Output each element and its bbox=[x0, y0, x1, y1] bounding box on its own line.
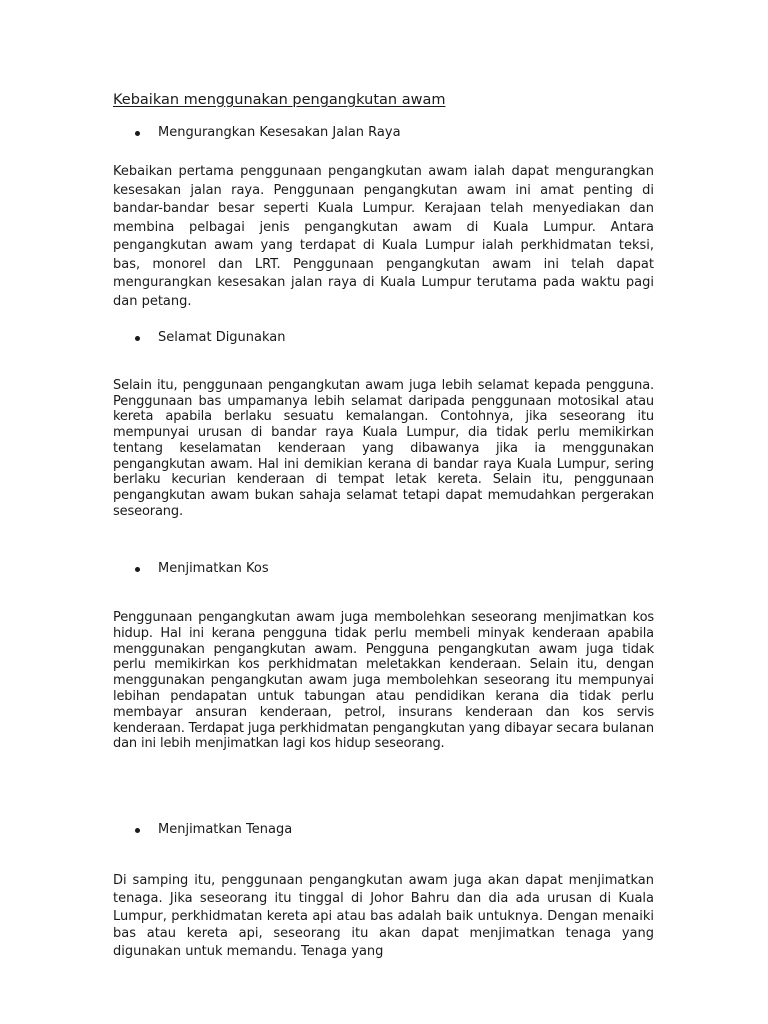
section-heading-list bbox=[133, 822, 292, 837]
section-heading: Menjimatkan Kos bbox=[133, 561, 269, 576]
section-heading: Mengurangkan Kesesakan Jalan Raya bbox=[133, 125, 401, 140]
section-paragraph: Di samping itu, penggunaan pengangkutan awam juga akan dapat menjimatkan tenaga. Jika seseorang itu tinggal di Johor Bahru dan dia ada urusan di Kuala Lumpur, perkhidmatan kereta api atau bas adalah baik untuknya. Dengan menaiki bas atau kereta api, seseorang itu akan dapat menjimatkan tenaga yang digunakan untuk memandu. Tenaga yang bbox=[113, 873, 654, 960]
document-title: Kebaikan menggunakan pengangkutan awam bbox=[113, 92, 446, 108]
section-paragraph: Penggunaan pengangkutan awam juga membolehkan seseorang menjimatkan kos hidup. Hal ini kerana pengguna tidak perlu membeli minyak kenderaan apabila menggunakan pengangkutan awam. Pengguna pengangkutan awam juga tidak perlu memikirkan kos perkhidmatan meletakkan kenderaan. Selain itu, dengan menggunakan pengangkutan awam juga membolehkan seseorang itu mempunyai lebihan pendapatan untuk tabungan atau pendidikan kerana dia tidak perlu membayar ansuran kenderaan, petrol, insurans kenderaan dan kos servis kenderaan. Terdapat juga perkhidmatan pengangkutan yang dibayar secara bulanan dan ini lebih menjimatkan lagi kos hidup seseorang. bbox=[113, 610, 654, 752]
section-heading-list bbox=[133, 330, 286, 345]
section-heading: Selamat Digunakan bbox=[133, 330, 286, 345]
section-heading: Menjimatkan Tenaga bbox=[133, 822, 292, 837]
section-heading-list bbox=[133, 561, 269, 576]
section-paragraph: Kebaikan pertama penggunaan pengangkutan awam ialah dapat mengurangkan kesesakan jalan raya. Penggunaan pengangkutan awam ini amat penting di bandar-bandar besar seperti Kuala Lumpur. Kerajaan telah menyediakan dan membina pelbagai jenis pengangkutan awam di Kuala Lumpur. Antara pengangkutan awam yang terdapat di Kuala Lumpur ialah perkhidmatan teksi, bas, monorel dan LRT. Penggunaan pengangkutan awam ini telah dapat mengurangkan kesesakan jalan raya di Kuala Lumpur terutama pada waktu pagi dan petang. bbox=[113, 164, 654, 309]
section-paragraph: Selain itu, penggunaan pengangkutan awam juga lebih selamat kepada pengguna. Penggunaan bas umpamanya lebih selamat daripada penggunaan motosikal atau kereta apabila berlaku sesuatu kemalangan. Contohnya, jika seseorang itu mempunyai urusan di bandar raya Kuala Lumpur, dia tidak perlu memikirkan tentang keselamatan kenderaan yang dibawanya jika ia menggunakan pengangkutan awam. Hal ini demikian kerana di bandar raya Kuala Lumpur, sering berlaku kecurian kenderaan di tempat letak kereta. Selain itu, penggunaan pengangkutan awam bukan sahaja selamat tetapi dapat memudahkan pergerakan seseorang. bbox=[113, 378, 654, 519]
section-heading-list bbox=[133, 125, 401, 140]
